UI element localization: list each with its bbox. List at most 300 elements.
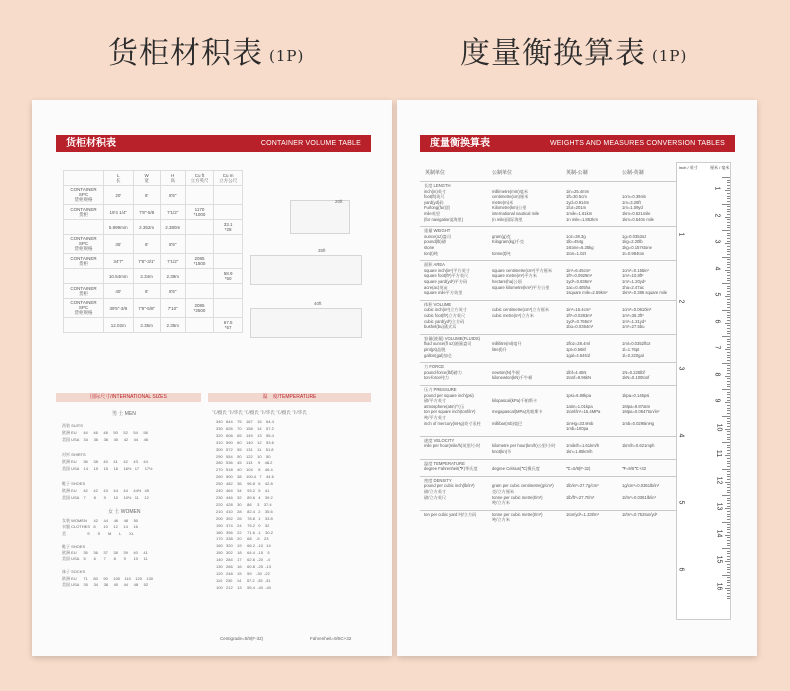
volume-cell — [214, 205, 243, 220]
ruler-mm-tick — [727, 545, 730, 546]
ruler-mm-tick — [722, 204, 730, 205]
ruler-mm-tick — [725, 243, 730, 244]
ruler-mm-tick — [727, 344, 730, 345]
section-divider — [420, 334, 676, 335]
ruler-cm-mark: 7 — [713, 345, 721, 350]
volume-cell — [185, 284, 214, 299]
ruler-mm-tick — [727, 262, 730, 263]
conversion-cell: millimetre(mm)毫米 centimetre(cm)厘米 metre(m)米 Kilometre(km)公里 international nautical mile (n mile)国际海里 — [492, 188, 540, 222]
ruler-mm-tick — [727, 596, 730, 597]
ruler-mm-tick — [727, 180, 730, 181]
ruler-mm-tick — [727, 259, 730, 260]
ruler-mm-tick — [727, 357, 730, 358]
ruler-mm-tick — [725, 190, 730, 191]
ruler-mm-tick — [727, 312, 730, 313]
ruler-mm-tick — [722, 495, 730, 496]
ruler-mm-tick — [727, 365, 730, 366]
ruler-mm-tick — [727, 553, 730, 554]
ruler-mm-tick — [727, 487, 730, 488]
ruler-mm-tick — [727, 302, 730, 303]
conversion-cell: 1t/m³=0.752ton/yd³ — [622, 511, 658, 517]
ruler-mm-tick — [727, 445, 730, 446]
ruler-mm-tick — [727, 408, 730, 409]
volume-cell: 1170 *1000 — [185, 205, 214, 220]
ruler-mm-tick — [727, 211, 730, 212]
ruler-mm-tick — [727, 519, 730, 520]
ruler-header-inch: inch / 英寸 — [679, 165, 698, 170]
sketch-label-40ft: 40ft — [314, 301, 322, 306]
volume-cell: 8' — [133, 235, 160, 254]
left-heading — [108, 28, 304, 72]
ruler-mm-tick — [727, 291, 730, 292]
ruler-mm-tick — [727, 209, 730, 210]
ruler-mm-tick — [727, 503, 730, 504]
volume-cell — [185, 186, 214, 205]
volume-cell — [185, 235, 214, 254]
ruler-mm-tick — [727, 537, 730, 538]
ruler-mm-tick — [727, 421, 730, 422]
ruler-mm-tick — [722, 257, 730, 258]
conversion-cell: 1ton/yd³=1.33t/m³ — [566, 511, 599, 517]
ruler-mm-tick — [727, 551, 730, 552]
ruler-mm-tick — [722, 363, 730, 364]
volume-cell: 33.1 *28 — [214, 220, 243, 235]
ruler-mm-tick — [727, 341, 730, 342]
ruler-mm-tick — [725, 349, 730, 350]
ruler-mm-tick — [727, 288, 730, 289]
ruler-mm-tick — [727, 360, 730, 361]
ruler-mm-tick — [727, 593, 730, 594]
ruler-mm-tick — [727, 474, 730, 475]
conversion-cell: 重量 WEIGHT ounce(oz)盎司 pound(lb)磅 stone ton(t)吨 — [424, 228, 451, 256]
conversion-cell: 1cm³=0.0610in³ 1m³=35.3ft³ 1m³=1.31yd³ 1m³=27.5bu — [622, 307, 652, 330]
ruler-mm-tick — [725, 429, 730, 430]
ruler-cm-mark: 15 — [715, 555, 723, 564]
volume-cell: 8'6" — [160, 284, 185, 299]
ruler-mm-tick — [725, 561, 730, 562]
ruler-mm-tick — [727, 490, 730, 491]
ruler-mm-tick — [727, 193, 730, 194]
left-heading-sub: (1P) — [269, 47, 305, 65]
conversion-cell: 1in=25.4mm 1ft=30.5cm 1yd=0.914m 1fur=201m 1mile=1.61km 1n mile=1.852km — [566, 188, 599, 222]
ruler-header-cm: 厘米 / 毫米 — [710, 165, 730, 170]
ruler-cm-mark: 13 — [715, 502, 723, 511]
ruler-mm-tick — [727, 476, 730, 477]
volume-row — [64, 235, 243, 254]
ruler-mm-tick — [727, 506, 730, 507]
ruler-mm-tick — [727, 201, 730, 202]
volume-cell: 2.35m — [133, 318, 160, 333]
volume-cell — [185, 318, 214, 333]
ruler-mm-tick — [727, 333, 730, 334]
ruler-mm-tick — [727, 447, 730, 448]
right-heading-title: 度量衡换算表 — [460, 36, 646, 71]
left-bar-en: CONTAINER VOLUME TABLE — [260, 140, 361, 147]
volume-cell: 8'6" — [160, 235, 185, 254]
ruler-mm-tick — [727, 437, 730, 438]
conversion-cell: millilitre(ml)毫升 litre(l)升 — [492, 341, 522, 352]
ruler-mm-tick — [727, 567, 730, 568]
ruler-mm-tick — [725, 588, 730, 589]
conversion-cell: 1kpa=0.145psi 1Mpa=9.87atm 1Mpa=0.0647ton/in² 1mb=0.0295inHg — [622, 392, 660, 426]
ruler-mm-tick — [727, 569, 730, 570]
ruler-mm-tick — [727, 370, 730, 371]
volume-cell: 2085 *1800 — [185, 254, 214, 269]
volume-cell: 34'7" — [104, 254, 134, 269]
men-label: 男 士 MEN — [112, 411, 136, 417]
ruler-cm-mark: 12 — [715, 476, 723, 484]
ruler-inch-mark: 1 — [677, 232, 685, 237]
conversion-cell: ton per cubic yard 吨/立方码 — [424, 511, 477, 517]
ruler-mm-tick — [727, 585, 730, 586]
volume-cell: H 高 — [160, 171, 185, 186]
volume-cell: 8' — [133, 284, 160, 299]
ruler-mm-tick — [727, 471, 730, 472]
ruler-mm-tick — [727, 196, 730, 197]
ruler-mm-tick — [722, 283, 730, 284]
ruler-mm-tick — [727, 331, 730, 332]
volume-row — [64, 269, 243, 284]
volume-cell: CONTAINER SPC 货柜规格 — [64, 186, 104, 205]
ruler-mm-tick — [725, 323, 730, 324]
ruler-mm-tick — [727, 397, 730, 398]
conversion-cell: 1floz=28.4ml 1pt=0.568l 1gal=4.5461l — [566, 341, 591, 358]
ruler-mm-tick — [727, 299, 730, 300]
ruler-cm-mark: 8 — [713, 372, 721, 376]
ruler-mm-tick — [727, 439, 730, 440]
conversion-cell: 1cm²=0.155in² 1m²=10.8ft² 1m²=1.20yd² 1ha=2.47ac 1km²=0.386 square mile — [622, 267, 668, 296]
volume-cell — [64, 269, 104, 284]
ruler-mm-tick — [727, 461, 730, 462]
ruler-cm-mark: 2 — [713, 213, 721, 217]
right-heading — [460, 28, 687, 72]
volume-cell: 40' — [104, 284, 134, 299]
volume-cell: CONTAINER 货柜 — [64, 254, 104, 269]
ruler-cm-mark: 1 — [713, 186, 721, 191]
right-bar-en: WEIGHTS AND MEASURES CONVERSION TABLES — [550, 140, 725, 147]
volume-row — [64, 318, 243, 333]
ruler-mm-tick — [727, 582, 730, 583]
ruler-mm-tick — [727, 384, 730, 385]
fahrenheit-formula: Fahrenheit=9/5C+32 — [310, 636, 352, 641]
ruler-mm-tick — [727, 392, 730, 393]
ruler-mm-tick — [727, 418, 730, 419]
ruler-mm-tick — [727, 556, 730, 557]
volume-cell: 2.352m — [133, 220, 160, 235]
conversion-cell: 1in³=16.4cm³ 1ft³=0.0283m³ 1yd³=0.765m³ 1bu=0.0364m³ — [566, 307, 594, 330]
temperature-rows: 340 644 75 167 15 64.4 330 626 70 158 14 57.2 320 608 65 149 13 55.4 310 590 60 140 12 53.6 300 572 55 131 11 51.8 290 554 50 122 10 50 280 536 45 113 9 48.2 270 518 40 104 8 46.4 260 500 38 100.4 7 44.6 250 482 36 96.8 6 42.8 240 464 34 93.2 5 41 230 446 32 89.6 4 39.2 220 428 30 86 3 37.4 210 410 28 82.4 2 35.6 200 392 26 78.8 1 33.8 190 374 24 75.2 0 32 180 356 22 71.6 -1 30.2 170 338 20 68 -5 23 160 320 19 66.2 -10 14 150 302 18 64.4 -15 5 140 284 17 62.6 -20 -4 130 266 16 60.8 -25 -13 120 248 15 59 -30 -22 110 230 14 57.2 -35 -31 100 212 13 55.4 -40 -40 — [216, 419, 274, 590]
ruler-mm-tick — [722, 416, 730, 417]
volume-row — [64, 205, 243, 220]
volume-cell: 5.899mm — [104, 220, 134, 235]
volume-cell: 12.02m — [104, 318, 134, 333]
ruler-mm-tick — [722, 310, 730, 311]
ruler-mm-tick — [727, 564, 730, 565]
ruler-mm-tick — [727, 233, 730, 234]
ruler-mm-tick — [727, 339, 730, 340]
ruler-mm-tick — [727, 378, 730, 379]
volume-cell: W 宽 — [133, 171, 160, 186]
ruler-mm-tick — [727, 540, 730, 541]
conversion-cell: square centimetre(cm²)平方厘米 square metre(m²)平方米 hectare(ha)公顷 square kilometre(km²)平方公里 — [492, 267, 553, 290]
ruler-mm-tick — [727, 543, 730, 544]
volume-cell: CONTAINER 货柜 — [64, 284, 104, 299]
ruler-mm-tick — [727, 484, 730, 485]
volume-cell: 10.54mm — [104, 269, 134, 284]
volume-row — [64, 284, 243, 299]
ruler-mm-tick — [725, 296, 730, 297]
volume-cell: 39'5"-3/8 — [104, 299, 134, 318]
ruler-mm-tick — [727, 241, 730, 242]
ruler-mm-tick — [727, 185, 730, 186]
ruler-mm-tick — [727, 219, 730, 220]
ruler-mm-tick — [727, 400, 730, 401]
ruler-mm-tick — [727, 598, 730, 599]
ruler-inch-mark: 2 — [677, 299, 685, 304]
ruler-cm-mark: 14 — [715, 529, 723, 537]
volume-cell — [214, 235, 243, 254]
ruler-mm-tick — [727, 434, 730, 435]
ruler-mm-tick — [727, 225, 730, 226]
volume-cell — [185, 220, 214, 235]
conversion-cell: ℉=9/5℃+32 — [622, 466, 647, 472]
ruler-mm-tick — [727, 317, 730, 318]
volume-cell: CONTAINER SPC 货柜规格 — [64, 299, 104, 318]
temperature-header: ℃/摄氏 ℉/华氏 ℃/摄氏 ℉/华氏 ℃/摄氏 ℉/华氏 — [212, 410, 307, 415]
ruler-mm-tick — [727, 352, 730, 353]
ruler-mm-tick — [727, 410, 730, 411]
volume-cell: CONTAINER SPC 货柜规格 — [64, 235, 104, 254]
conversion-cell: kilometre per hour(km/h)公里/小时 knot(kn)节 — [492, 443, 556, 454]
conversion-cell: 速度 VELOCITY mile per hour(mile/h)英里/小时 — [424, 437, 481, 449]
volume-cell: 7'8"-3/1" — [133, 254, 160, 269]
ruler-mm-tick — [727, 222, 730, 223]
conversion-cell: 1g=0.0353oz 1kg=2.20lb 1kg=0.157stone 1t=0.984ton — [622, 233, 652, 256]
ruler-mm-tick — [727, 466, 730, 467]
ruler-mm-tick — [727, 511, 730, 512]
ruler-mm-tick — [722, 389, 730, 390]
ruler-cm-mark: 4 — [713, 266, 721, 270]
ruler-mm-tick — [727, 413, 730, 414]
ruler-mm-tick — [727, 431, 730, 432]
conversion-cell: 1psi=6.89kpa 1atm=1.01kpa 1tonf/in²=15.4MPa 1inHg=33.9mb 1mb=100pa — [566, 392, 601, 432]
ruler-mm-tick — [727, 426, 730, 427]
ruler-cm-mark: 5 — [713, 292, 721, 297]
ruler-inch-mark: 3 — [677, 366, 685, 371]
ruler-mm-tick — [722, 177, 730, 178]
volume-cell: 35' — [104, 235, 134, 254]
ruler — [676, 162, 731, 620]
left-heading-title: 货柜材积表 — [108, 36, 263, 71]
sketch-label-35ft: 35ft — [318, 248, 326, 253]
ruler-mm-tick — [722, 522, 730, 523]
volume-cell: 67.5 *57 — [214, 318, 243, 333]
container-sketch-35ft — [250, 255, 362, 285]
ruler-mm-tick — [725, 217, 730, 218]
volume-cell: 7'10" — [160, 299, 185, 318]
right-heading-sub: (1P) — [652, 47, 688, 65]
sketch-label-20ft: 20ft — [335, 199, 343, 204]
section-divider — [420, 226, 676, 227]
col-header-metric: 公制单位 — [492, 170, 513, 176]
section-divider — [420, 510, 676, 511]
ruler-mm-tick — [727, 227, 730, 228]
ruler-mm-tick — [727, 590, 730, 591]
volume-cell: 7'1/2" — [160, 205, 185, 220]
conversion-cell: gram(g)克 Kilogram(kg)千克 tonne(t)吨 — [492, 233, 525, 256]
ruler-mm-tick — [727, 272, 730, 273]
conversion-cell: 长度 LENGTH inch(in)英寸 foot(ft)英尺 yard(yd)码 Furlong(fur)浪 mile英里 (for navigation)(海里) — [424, 183, 464, 222]
conversion-cell: 1oz=28.3g 1lb=454g 1stone=6.35kg 1ton=1.02t — [566, 233, 594, 256]
ruler-mm-tick — [727, 315, 730, 316]
ruler-mm-tick — [727, 368, 730, 369]
ruler-cm-mark: 16 — [715, 582, 723, 590]
ruler-inch-mark: 5 — [677, 500, 685, 505]
ruler-cm-mark: 6 — [713, 319, 721, 323]
ruler-mm-tick — [727, 198, 730, 199]
ruler-mm-tick — [727, 386, 730, 387]
conversion-cell: degree Celsius(℃)摄氏度 — [492, 466, 540, 472]
ruler-mm-tick — [727, 492, 730, 493]
ruler-mm-tick — [725, 508, 730, 509]
volume-row — [64, 254, 243, 269]
conversion-cell: ℃=5/9(F-32) — [566, 466, 591, 472]
volume-cell: 2.35m — [160, 318, 185, 333]
section-divider — [420, 459, 676, 460]
volume-cell — [214, 254, 243, 269]
ruler-mm-tick — [727, 251, 730, 252]
volume-row — [64, 186, 243, 205]
ruler-mm-tick — [727, 405, 730, 406]
ruler-mm-tick — [727, 286, 730, 287]
ruler-mm-tick — [727, 254, 730, 255]
ruler-mm-tick — [727, 320, 730, 321]
volume-cell: Cu ft 立方英尺 — [185, 171, 214, 186]
ruler-mm-tick — [727, 264, 730, 265]
volume-cell: 7'1/2" — [160, 254, 185, 269]
ruler-mm-tick — [727, 307, 730, 308]
volume-cell: 2085 *2500 — [185, 299, 214, 318]
left-bar-zh: 货柜材积表 — [66, 138, 116, 149]
volume-cell — [214, 299, 243, 318]
ruler-cm-mark: 9 — [713, 398, 721, 403]
volume-cell — [64, 220, 104, 235]
ruler-mm-tick — [727, 249, 730, 250]
ruler-mm-tick — [727, 500, 730, 501]
volume-cell: 8'6" — [160, 186, 185, 205]
section-divider — [420, 260, 676, 261]
ruler-mm-tick — [722, 230, 730, 231]
section-divider — [420, 476, 676, 477]
section-divider — [420, 300, 676, 301]
ruler-mm-tick — [727, 559, 730, 560]
ruler-mm-tick — [727, 463, 730, 464]
ruler-mm-tick — [722, 548, 730, 549]
men-size-rows: 西装 SUITS 欧洲 EU 44 46 48 50 52 54 56 美国 USA 34 36 38 40 42 44 46 衬衫 SHIRTS 欧洲 EU 36 38 40 41 42 43 44 美国 USA 14 15 15 16 16½ 17 17½ 鞋子 SHOES 欧洲 EU 42 42 43 44 44 44½ 45 美国 USA 7 8 9 10 10½ 11 12 — [62, 423, 153, 501]
volume-cell: 2.34m — [133, 269, 160, 284]
conversion-cell: newton(N)牛顿 kilonewton(kN)千牛顿 — [492, 369, 533, 381]
volume-cell — [214, 284, 243, 299]
ruler-mm-tick — [727, 450, 730, 451]
container-sketch-40ft — [250, 308, 362, 338]
volume-cell: Cu m 立方公尺 — [214, 171, 243, 186]
ruler-cm-mark: 10 — [715, 423, 723, 431]
ruler-mm-tick — [727, 381, 730, 382]
volume-row — [64, 171, 243, 186]
volume-cell — [185, 269, 214, 284]
conversion-cell: 1ml=0.0352floz 1l=1.76pt 1l=0.220gal — [622, 341, 651, 358]
container-volume-table — [63, 170, 243, 333]
ruler-mm-tick — [727, 498, 730, 499]
ruler-mm-tick — [727, 355, 730, 356]
volume-cell: 2.39m — [160, 269, 185, 284]
conversion-cell: 1in²=6.45cm² 1ft²=0.0929m² 1yd²=0.836m² 1ac=0.405ha 1square mile=2.59km² — [566, 267, 608, 296]
volume-cell: 19'4 1/4" — [104, 205, 134, 220]
left-page-title-bar — [56, 135, 371, 152]
temperature-bar: 温 度/TEMPERATURE — [208, 393, 371, 402]
volume-cell — [64, 318, 104, 333]
ruler-mm-tick — [727, 516, 730, 517]
ruler-mm-tick — [727, 514, 730, 515]
ruler-mm-tick — [722, 575, 730, 576]
container-sketch-20ft — [290, 200, 350, 234]
col-header-metric-to-imp: 公制-英制 — [622, 170, 644, 176]
ruler-mm-tick — [727, 304, 730, 305]
right-page-title-bar — [420, 135, 735, 152]
volume-cell: L 长 — [104, 171, 134, 186]
volume-cell — [64, 171, 104, 186]
section-divider — [420, 385, 676, 386]
ruler-mm-tick — [727, 246, 730, 247]
conversion-cell: 体积 VOLUME cubic inch(in³)立方英寸 cubic foot(ft³)立方英尺 cubic yard(yd³)立方码 bushel(bu)蒲式耳 — [424, 301, 467, 330]
col-header-imp-to-metric: 英制-公制 — [566, 170, 588, 176]
conversion-cell: 密度 DENSITY pound per cubic inch(lb/in³) 磅/立方英寸 磅/立方英尺 — [424, 477, 475, 500]
ruler-mm-tick — [727, 529, 730, 530]
ruler-mm-tick — [725, 482, 730, 483]
conversion-cell: cubic centimetre(cm³)立方厘米 cubic metre(m³)立方米 — [492, 307, 550, 318]
ruler-mm-tick — [727, 325, 730, 326]
ruler-mm-tick — [725, 270, 730, 271]
conversion-cell: 力 FORCE pound-force(lbf)磅力 ton-force吨力 — [424, 364, 462, 381]
conversion-cell: 容量(液量) VOLUME(FLUIDS) fluid ounce(fl oz)液量盎司 pint(pt)品脱 gallon(gal)加仑 — [424, 335, 481, 358]
conversion-cell: 温度 TEMPERATURE degree Fahrenheit(℉)华氏度 — [424, 460, 478, 472]
volume-cell: 7'8"-5/8 — [133, 205, 160, 220]
ruler-mm-tick — [727, 188, 730, 189]
conversion-cell: 1mile/h=1.61km/h 1kn=1.85km/h — [566, 443, 600, 454]
ruler-mm-tick — [727, 577, 730, 578]
conversion-cell: 1cm=0.394in 1m=3.28ft 1m=1.09yd 1km=0.621mile 1km=0.540n mile — [622, 194, 655, 222]
ruler-mm-tick — [727, 580, 730, 581]
volume-cell: 2.380m — [160, 220, 185, 235]
ruler-inch-mark: 6 — [677, 567, 685, 572]
ruler-mm-tick — [727, 214, 730, 215]
volume-cell — [214, 186, 243, 205]
ruler-mm-tick — [727, 453, 730, 454]
ruler-mm-tick — [727, 458, 730, 459]
ruler-mm-tick — [722, 469, 730, 470]
centigrade-formula: Centigrade=5/9(F-32) — [220, 636, 264, 641]
ruler-mm-tick — [727, 572, 730, 573]
ruler-inch-mark: 4 — [677, 433, 685, 438]
conversion-cell: kilopascal(kPa)千帕斯卡 megapascal(MPa)兆帕斯卡 millibar(mb)毫巴 — [492, 398, 543, 426]
conversion-cell: tonne per cubic metre(t/m³) 吨/立方米 — [492, 511, 543, 523]
ruler-mm-tick — [727, 235, 730, 236]
ruler-mm-tick — [727, 479, 730, 480]
ruler-mm-tick — [727, 328, 730, 329]
conversion-cell: 1N=0.225lbf 1kN=0.100tonf — [622, 369, 650, 381]
ruler-mm-tick — [727, 294, 730, 295]
ruler-mm-tick — [727, 423, 730, 424]
